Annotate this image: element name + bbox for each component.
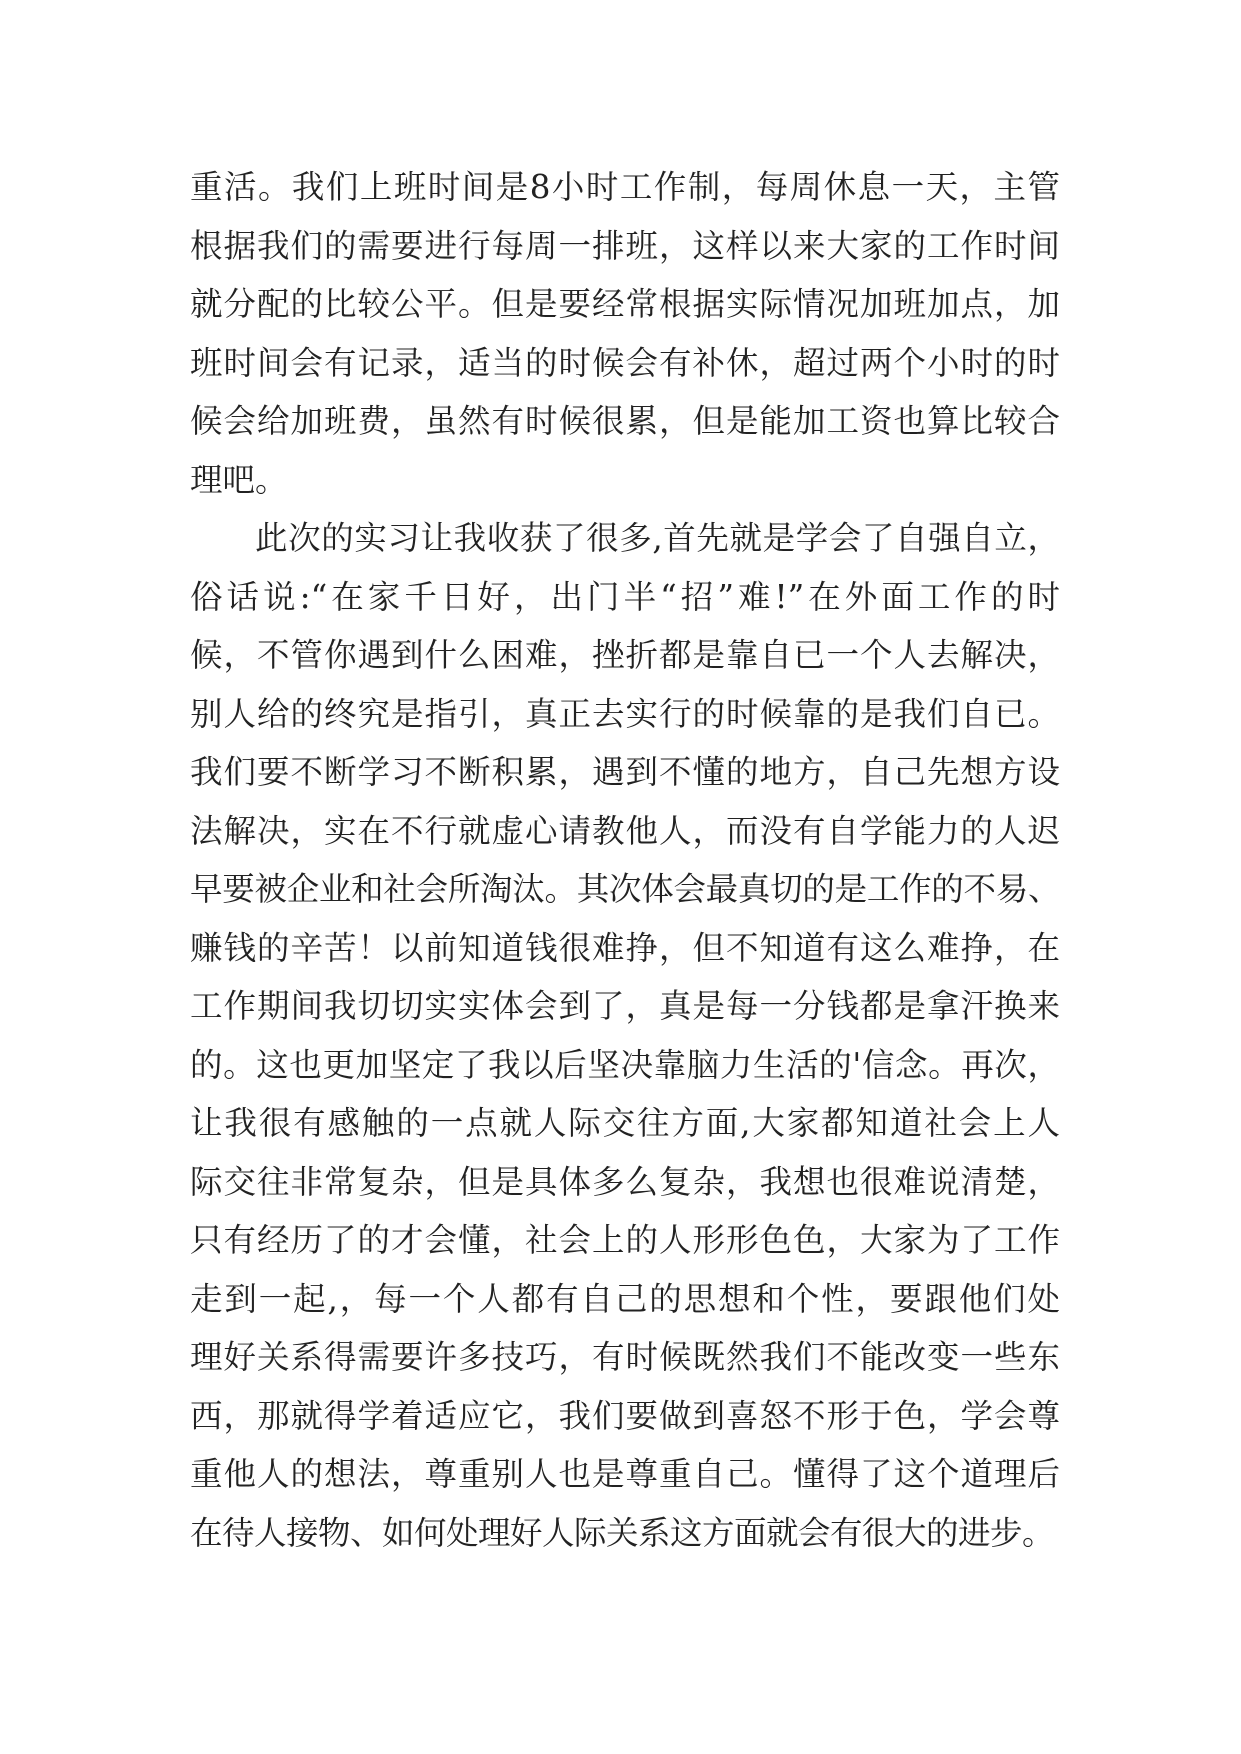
text-line: 早要被企业和社会所淘汰。其次体会最真切的是工作的不易、 — [190, 870, 1060, 908]
text-line: 俗话说:“在家千日好，出门半“招”难!”在外面工作的时 — [190, 577, 1060, 616]
text-line: 理吧。 — [190, 460, 288, 499]
text-line: 根据我们的需要进行每周一排班，这样以来大家的工作时间 — [190, 226, 1060, 265]
text-line: 的。这也更加坚定了我以后坚决靠脑力生活的'信念。再次， — [190, 1045, 1060, 1084]
text-line: 候会给加班费，虽然有时候很累，但是能加工资也算比较合 — [190, 402, 1060, 440]
text-line: 候，不管你遇到什么困难，挫折都是靠自已一个人去解决， — [190, 636, 1060, 674]
body-text — [190, 158, 1060, 1562]
text-line: 重他人的想法，尊重别人也是尊重自己。懂得了这个道理后 — [190, 1455, 1060, 1493]
text-line: 赚钱的辛苦！以前知道钱很难挣，但不知道有这么难挣，在 — [190, 928, 1060, 967]
text-line: 重活。我们上班时间是8小时工作制，每周休息一天，主管 — [190, 168, 1060, 206]
text-line: 让我很有感触的一点就人际交往方面,大家都知道社会上人 — [190, 1104, 1060, 1142]
text-line: 我们要不断学习不断积累，遇到不懂的地方，自己先想方设 — [190, 753, 1060, 791]
text-line: 就分配的比较公平。但是要经常根据实际情况加班加点，加 — [190, 285, 1060, 323]
text-line: 际交往非常复杂，但是具体多么复杂，我想也很难说清楚， — [190, 1162, 1060, 1201]
paragraph-first-line: 此次的实习让我收获了很多,首先就是学会了自强自立， — [255, 519, 1060, 557]
text-line: 班时间会有记录，适当的时候会有补休，超过两个小时的时 — [190, 343, 1060, 382]
text-line: 法解决，实在不行就虚心请教他人，而没有自学能力的人迟 — [190, 811, 1060, 850]
text-line: 走到一起,，每一个人都有自己的思想和个性，要跟他们处 — [190, 1279, 1060, 1318]
text-line: 在待人接物、如何处理好人际关系这方面就会有很大的进步。 — [190, 1513, 1055, 1552]
text-line: 只有经历了的才会懂，社会上的人形形色色，大家为了工作 — [190, 1221, 1060, 1259]
text-line: 西，那就得学着适应它，我们要做到喜怒不形于色，学会尊 — [190, 1396, 1060, 1435]
text-line: 理好关系得需要许多技巧，有时候既然我们不能改变一些东 — [190, 1338, 1060, 1376]
text-line: 工作期间我切切实实体会到了，真是每一分钱都是拿汗换来 — [190, 987, 1060, 1025]
text-line: 别人给的终究是指引，真正去实行的时候靠的是我们自已。 — [190, 694, 1060, 733]
